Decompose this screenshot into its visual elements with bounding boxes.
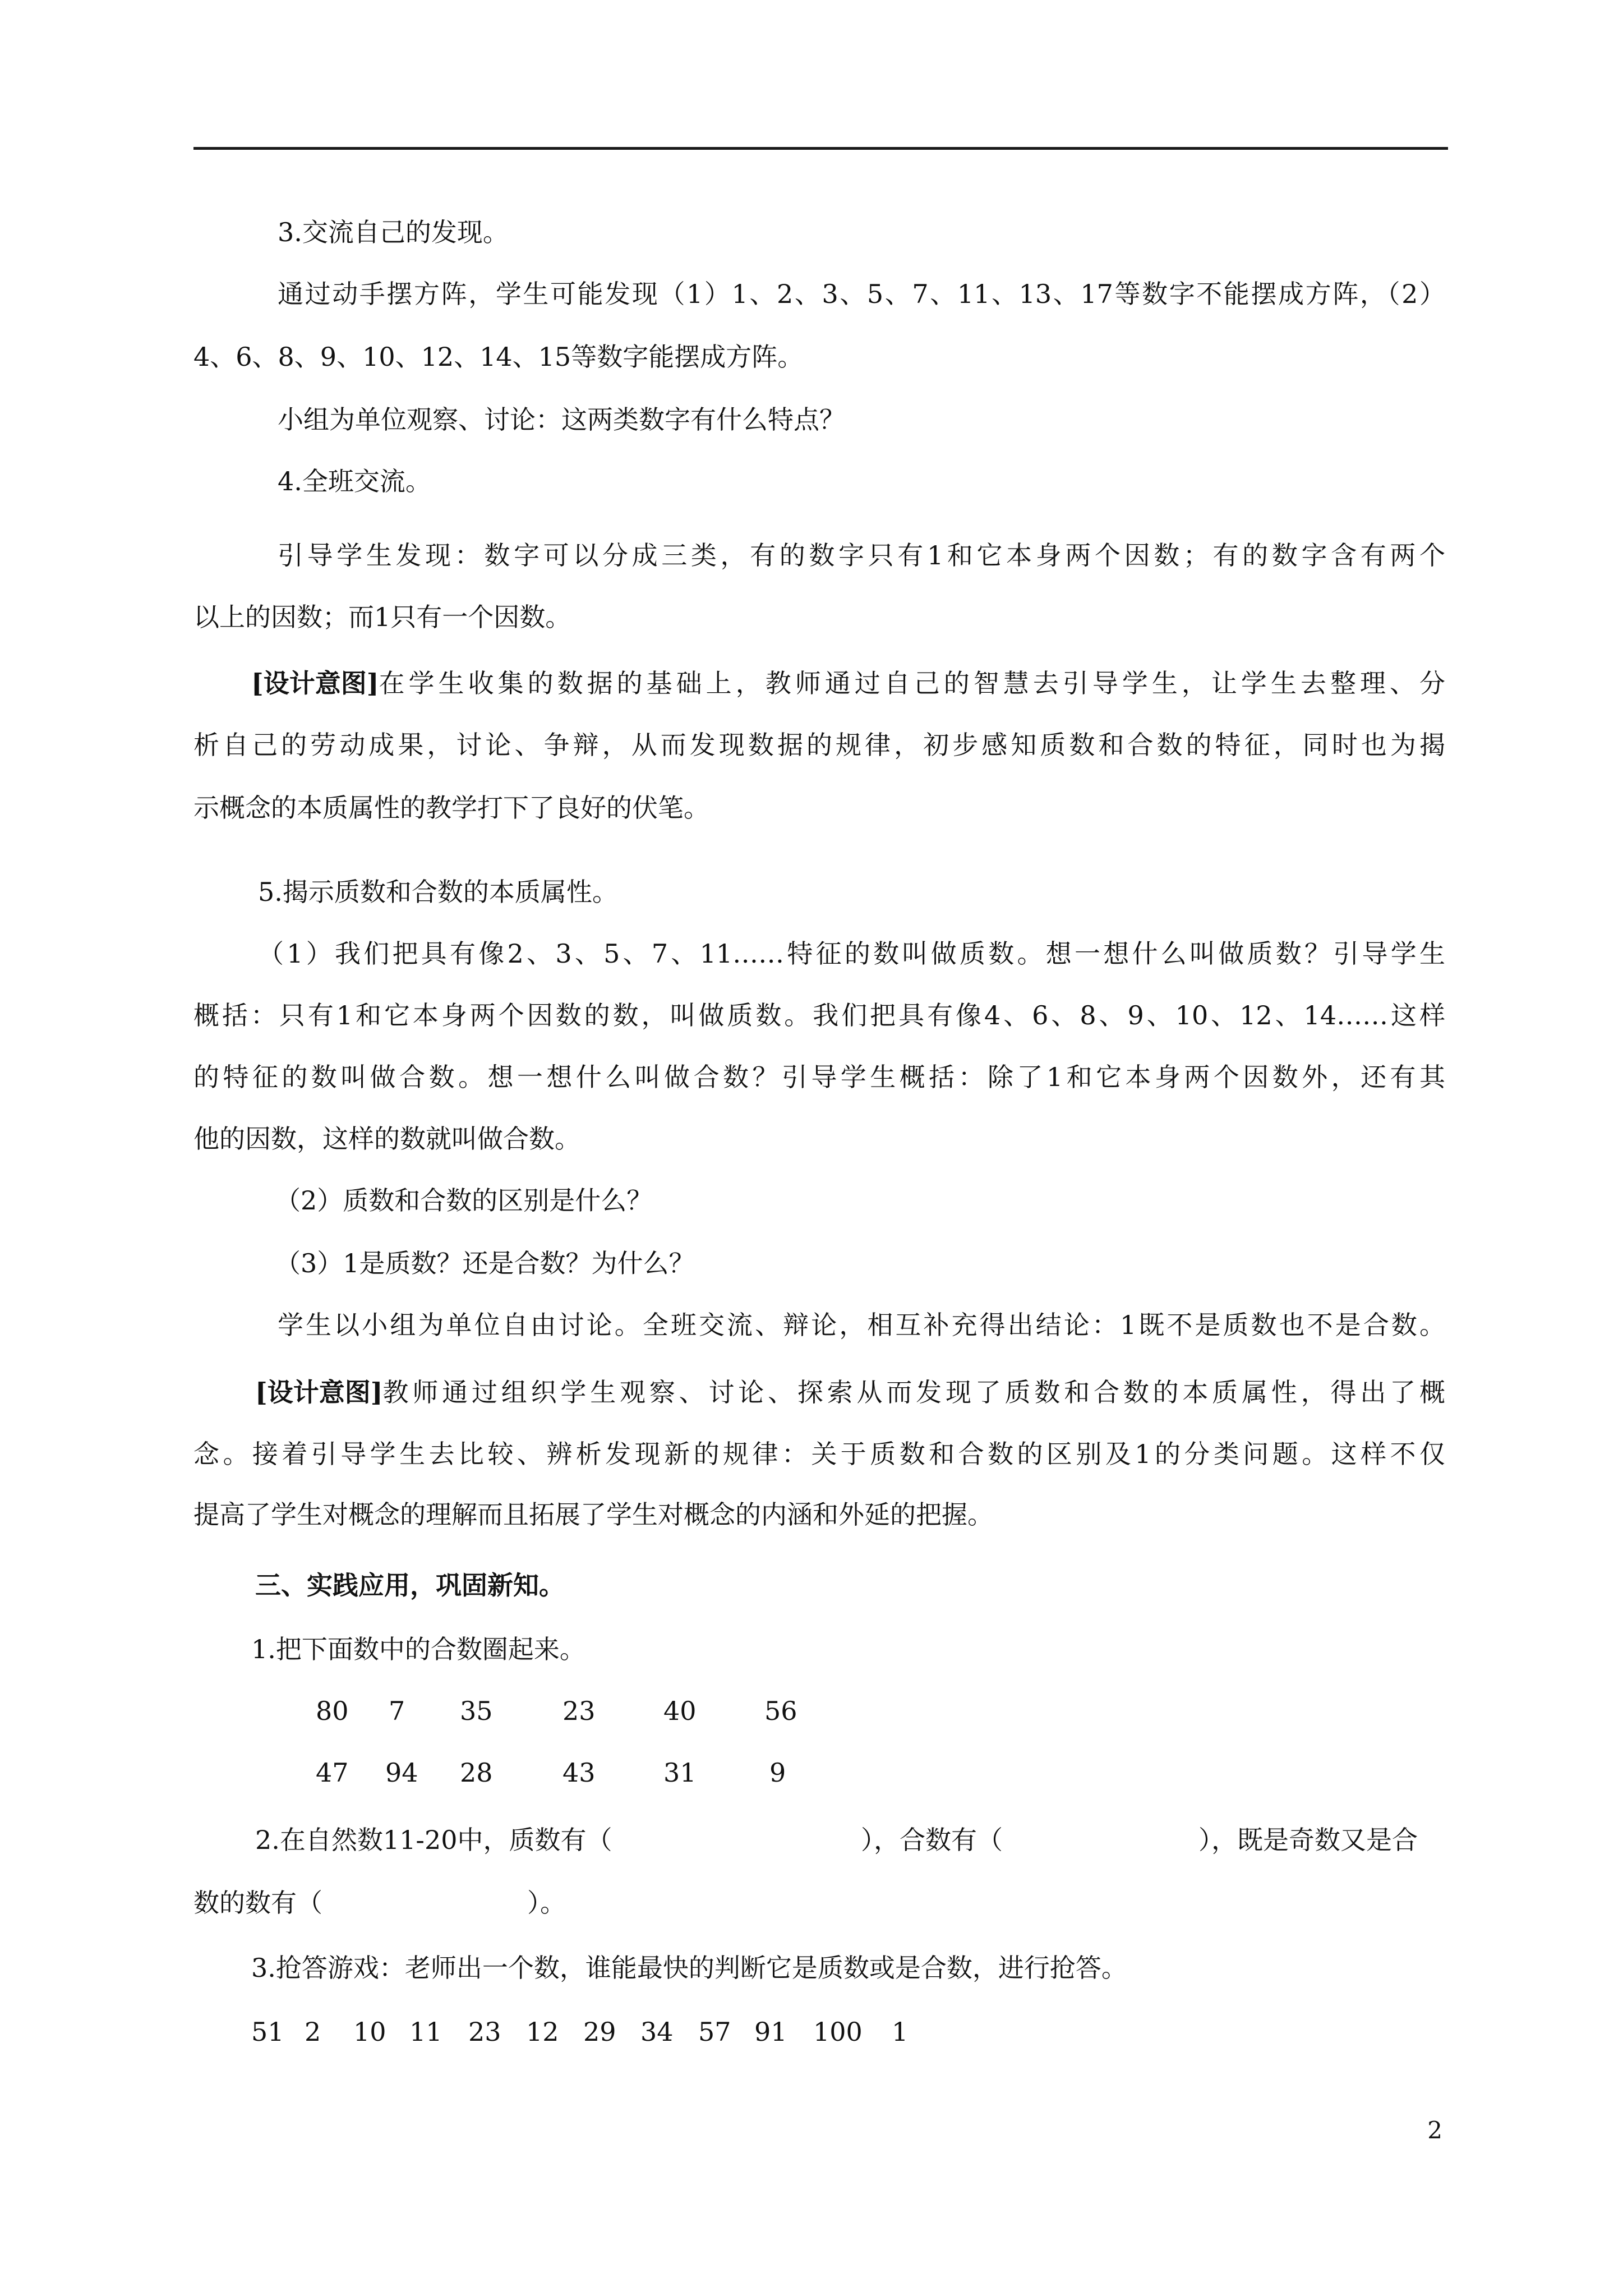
quiz-number: 91 <box>754 2017 787 2047</box>
design-intent-line <box>251 666 1445 700</box>
exercise-2-text: ），合数有（ <box>861 1825 1003 1855</box>
exercise-number: 40 <box>663 1696 697 1726</box>
quiz-number: 12 <box>526 2017 559 2047</box>
quiz-number: 34 <box>640 2017 674 2047</box>
exercise-2-text: 2.在自然数11-20中，质数有（ <box>255 1825 612 1855</box>
quiz-number: 10 <box>353 2017 386 2047</box>
paragraph-line: （1）我们把具有像2、3、5、7、11……特征的数叫做质数。想一想什么叫做质数？引导学生 <box>258 938 1445 969</box>
paragraph-line: 析自己的劳动成果，讨论、争辩，从而发现数据的规律，初步感知质数和合数的特征，同时也为揭 <box>193 730 1445 760</box>
quiz-number: 100 <box>813 2017 863 2047</box>
exercise-number: 94 <box>385 1757 418 1788</box>
exercise-number: 80 <box>316 1696 349 1726</box>
step-3-heading: 3.交流自己的发现。 <box>278 217 509 247</box>
exercise-number: 28 <box>460 1757 493 1788</box>
paragraph-text: 在学生收集的数据的基础上，教师通过自己的智慧去引导学生，让学生去整理、分 <box>379 668 1445 698</box>
quiz-number: 29 <box>583 2017 616 2047</box>
paragraph-line: 提高了学生对概念的理解而且拓展了学生对概念的内涵和外延的把握。 <box>193 1499 993 1530</box>
exercise-number: 9 <box>769 1757 786 1788</box>
exercise-number: 35 <box>460 1696 493 1726</box>
design-intent-line <box>255 1375 1445 1409</box>
quiz-number: 11 <box>409 2017 442 2047</box>
exercise-number: 31 <box>663 1757 697 1788</box>
step-5-heading: 5.揭示质数和合数的本质属性。 <box>258 877 618 907</box>
exercise-3-instruction: 3.抢答游戏：老师出一个数，谁能最快的判断它是质数或是合数，进行抢答。 <box>251 1953 1127 1983</box>
quiz-number: 23 <box>468 2017 501 2047</box>
quiz-number: 51 <box>251 2017 284 2047</box>
paragraph-line: 概括：只有1和它本身两个因数的数，叫做质数。我们把具有像4、6、8、9、10、12、14……这样 <box>193 1000 1445 1030</box>
exercise-2-text: 数的数有（ <box>193 1888 322 1918</box>
design-intent-label: [设计意图] <box>255 1377 383 1407</box>
question-line: （2）质数和合数的区别是什么？ <box>275 1185 653 1216</box>
paragraph-line: 以上的因数；而1只有一个因数。 <box>193 602 571 632</box>
design-intent-label: [设计意图] <box>251 668 379 698</box>
quiz-number: 2 <box>305 2017 321 2047</box>
exercise-number: 47 <box>316 1757 349 1788</box>
paragraph-line: 示概念的本质属性的教学打下了良好的伏笔。 <box>193 793 709 823</box>
paragraph-line: 的特征的数叫做合数。想一想什么叫做合数？引导学生概括：除了1和它本身两个因数外，还有其 <box>193 1062 1445 1092</box>
exercise-number: 7 <box>389 1696 405 1726</box>
paragraph-line: 通过动手摆方阵，学生可能发现（1）1、2、3、5、7、11、13、17等数字不能摆成方阵，（2） <box>278 279 1445 309</box>
paragraph-line: 念。接着引导学生去比较、辨析发现新的规律：关于质数和合数的区别及1的分类问题。这样不仅 <box>193 1439 1445 1469</box>
paragraph-line: 4、6、8、9、10、12、14、15等数字能摆成方阵。 <box>193 342 804 372</box>
quiz-number: 57 <box>698 2017 731 2047</box>
exercise-2-text: ）。 <box>527 1888 566 1918</box>
paragraph-text: 教师通过组织学生观察、讨论、探索从而发现了质数和合数的本质属性，得出了概 <box>382 1377 1445 1407</box>
exercise-number: 43 <box>562 1757 596 1788</box>
paragraph-line: 学生以小组为单位自由讨论。全班交流、辩论，相互补充得出结论：1既不是质数也不是合数。 <box>278 1310 1445 1340</box>
exercise-number: 23 <box>562 1696 596 1726</box>
page-number: 2 <box>1427 2116 1442 2144</box>
quiz-number: 1 <box>892 2017 909 2047</box>
exercise-1-instruction: 1.把下面数中的合数圈起来。 <box>251 1634 585 1664</box>
exercise-number: 56 <box>764 1696 797 1726</box>
exercise-2-text: ），既是奇数又是合 <box>1198 1825 1418 1855</box>
question-line: （3）1是质数？还是合数？为什么？ <box>275 1248 695 1278</box>
paragraph-line: 小组为单位观察、讨论：这两类数字有什么特点？ <box>278 404 845 435</box>
section-heading: 三、实践应用，巩固新知。 <box>255 1570 565 1600</box>
paragraph-line: 他的因数，这样的数就叫做合数。 <box>193 1124 580 1154</box>
paragraph-line: 引导学生发现：数字可以分成三类，有的数字只有1和它本身两个因数；有的数字含有两个 <box>278 540 1445 570</box>
step-4-heading: 4.全班交流。 <box>278 466 431 496</box>
header-rule <box>193 147 1448 150</box>
